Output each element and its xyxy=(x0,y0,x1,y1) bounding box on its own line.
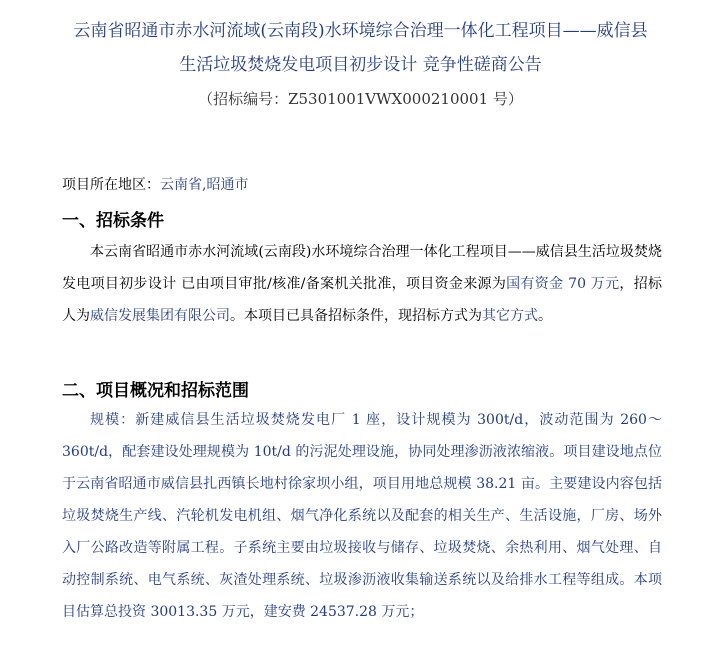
project-overview-paragraph: 规模：新建威信县生活垃圾焚烧发电厂 1 座，设计规模为 300t/d，波动范围为 260～360t/d，配套建设处理规模为 10t/d 的污泥处理设施，协同处理渗沥液浓缩液。项目建设地点位于云南省昭通市威信县扎西镇长地村徐家坝小组，项目用地总规模 38.21 亩。主要建设内容包括垃圾焚烧生产线、汽轮机发电机组、烟气净化系统以及配套的相关生产、生活设施，厂房、场外入厂公路改造等附属工程。子系统主要由垃圾接收与储存、垃圾焚烧、余热利用、烟气处理、自动控制系统、电气系统、灰渣处理系统、垃圾渗沥液收集输送系统以及给排水工程等组成。本项目估算总投资 30013.35 万元，建安费 24537.28 万元； xyxy=(62,412,662,620)
tenderer-name: 威信发展集团有限公司 xyxy=(90,308,230,324)
period: 。 xyxy=(538,308,552,324)
approval-text: 已由项目审批/核准/备案机关批准，项目资金来源为 xyxy=(176,276,507,292)
project-name-text: 本云南省昭通市赤水河流域(云南段)水环境综合治理一体化工程项目——威信县生活垃圾焚烧发电项目初步设计 xyxy=(62,244,662,292)
title-line-1: 云南省昭通市赤水河流域(云南段)水环境综合治理一体化工程项目——威信县 xyxy=(73,21,648,41)
method-label: 。本项目已具备招标条件，现招标方式为 xyxy=(230,308,482,324)
section-heading-bidding-conditions: 一、招标条件 xyxy=(62,211,164,231)
title-line-2: 生活垃圾焚烧发电项目初步设计 竞争性磋商公告 xyxy=(179,55,542,75)
tender-number: （招标编号：Z5301001VWX000210001 号） xyxy=(198,90,523,108)
bidding-conditions-paragraph xyxy=(62,236,662,332)
region-value: 云南省,昭通市 xyxy=(160,177,249,193)
section-heading-project-overview: 二、项目概况和招标范围 xyxy=(62,381,249,401)
project-region xyxy=(62,174,248,194)
region-label: 项目所在地区： xyxy=(62,177,160,193)
tenderer-label: ，招标人为 xyxy=(62,276,663,324)
fund-source: 国有资金 70 万元 xyxy=(506,276,620,292)
bidding-method: 其它方式 xyxy=(482,308,538,324)
